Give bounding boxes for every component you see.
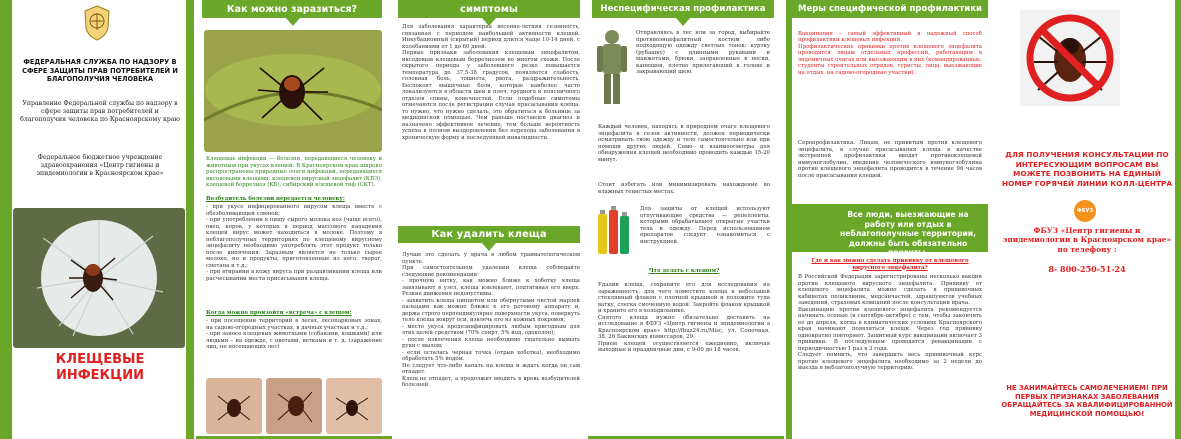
tick-on-flower-photo [13,208,185,348]
symptoms-header-text: симптомы [460,3,518,15]
specific-header-text: Меры специфической профилактики [798,4,982,14]
vaccination-text [798,24,982,76]
causes-heading: Возбудитель болезни передается человеку: [206,196,345,202]
panel-symptoms [392,0,588,439]
protective-suit-icon [594,28,630,108]
infection-intro-text: Клещевые инфекции — болезни, передающиеся человеку и животным при укусах клещей. В Красноярском крае широко распространены природные очаги инфекций, передающихся иксодовыми клещами: клещевой вирусный энцефалит (КВЭ), клещевой боррелиоз (КБ), сибирский клещевой тиф (СКТ). [206,156,382,188]
tick-on-skin-photo-2 [266,378,322,434]
symptoms-text: Для заболевания характерна весенне-летняя сезонность, связанная с периодом наибольшей активности клещей. Инкубационный (скрытый) период длится чаще 10-14 дней, с колебаниями от 1 до 60 дней. Первые признаки заболевания клещевым энцефалитом, иксодовым клещевым боррелиозом во многом схожи. После скрытого периода у заболевшего резко повышается температура до 37,5-38 градусов, появляется слабость, головная боль, тошнота, рвота, раздражительность. Беспокоят мышечные боли, которые наиболее часто локализуются в области шеи и плеч, грудного и поясничного отделов спины, конечностей. Если подобные симптомы отмечаются после регистрации случая присасывания клеща, то нужно, что нужно сделать, это обратиться к больнице за медицинской помощью. Чем раньше поставлен диагноз и назначено эффективное лечение, тем больше вероятность успеха в полном выздоровлении без перехода заболевания в хроническую форму и последующей инвалидности. [402,24,580,141]
no-tick-sign-icon [1020,10,1120,106]
agency-title: ФЕДЕРАЛЬНАЯ СЛУЖБА ПО НАДЗОРУ В СФЕРЕ ЗАЩИТЫ ПРАВ ПОТРЕБИТЕЛЕЙ И БЛАГОПОЛУЧИЯ ЧЕЛОВЕКА [22,58,178,83]
org-name: ФБУЗ «Центр гигиены и эпидемиологии в Красноярском крае» по телефону : [1002,226,1172,254]
repellent-cans-icon [596,206,636,256]
contact-text: - при посещении территорий в лесах, лесопарковых зонах, на садово-огородных участках, в дачных участках и т.д.; - при заносе клещевых животными (собаками, кошками) или людьми – на одежде, с цветами, ветками и т. д. (заражение лиц, не посещающих лес) [206,318,382,350]
leaflet-title: КЛЕЩЕВЫЕ ИНФЕКЦИИ [55,352,145,383]
avoid-text: Стоит избегать или минимизировать нахождение во влажных тенистых местах. [598,182,770,195]
remove-tick-arrow [482,243,496,251]
where-text: В Российской Федерации зарегистрированы несколько вакцин против клещевого вирусного энцефалита. Прививку от клещевого энцефалита можно сделать в прививочных кабинетах поликлиник, медсанчастей, здравпунктов учебных заведений, страховых компаний после консультации врача. Вакцинацию против клещевого энцефалита рекомендуется начинать осенью (в сентябре-октябре) с тем, чтобы закончить ее до апреля, когда в климатических условиях Красноярского края начинают появляться клещи. Через год прививку однократно повторяют. Защитный курс вакцинации включает 3 прививки. В последующем проводятся ревакцинации с периодичностью 1 раз в 3 года. Следует помнить, что завершить весь прививочный курс против клещевого энцефалита необходимо за 2 недели до выезда в неблагополучную территорию. [798,274,982,371]
rospotrebnadzor-emblem-icon [82,4,112,42]
panel-nonspecific [588,0,784,439]
vaccination-banner-text: Все люди, выезжающие на работу или отдых в неблагополучные территории, должны быть обязательно привиты. [840,210,976,257]
infection-intro [206,156,382,189]
remove-tick-text: Лучше это сделать у врача в любом травматологическом пункте. При самостоятельном удалении клеща соблюдайте следующие рекомендации: - прочную нитку, как можно ближе к хоботку клеща завязывают в узел, клеща извлекают, подтягивая его вверх. Резкие движения недопустимы. - захватить клеща пинцетом или обернутыми чистой марлей пальцами как можно ближе к его ротовому аппарату и, держа строго перпендикулярно поверхности укуса, повернуть тело клеща вокруг оси, извлечь его из кожных покровов; - место укуса продезинфицировать любым пригодным для этих целей средством (70% спирт, 5% йод, одеколон); - после извлечения клеща необходимо тщательно вымыть руки с мылом; - если осталась черная точка (отрыв хоботка), необходимо обработать 5% йодом. Не следует что-либо капать на клеща и ждать когда он сам отпадет. Клещ не отпадет, а продолжит вводить в кровь возбудителей болезней. [402,252,580,388]
seroprophylaxis-text: Серопрофилактика. Лицам, не привитым против клещевого энцефалита, в случае присасывания клеща в качестве экстренной профилактики вводят противоклещевой иммуноглобулин, введение человеческого иммуноглобулина против клещевого энцефалита проводится в течение 96 часов после присасывания клещей. [798,140,982,179]
fbuz-logo-text: ФБУЗ [1076,208,1094,214]
tick-on-leaf-photo [204,30,382,152]
right-edge-stripe [1175,0,1181,439]
tick-on-skin-photo-3 [326,378,382,434]
header-arrow [286,18,300,26]
where-heading: Где и как можно сделать прививку от клещевого вирусного энцефалита? [811,258,969,271]
nonspecific-header-text: Неспецифическая профилактика [600,4,766,14]
remove-tick-header [398,226,580,243]
panel-contacts [990,0,1181,439]
contact-heading: Когда можно произойти «встреча» с клещом: [206,310,352,316]
remove-tick-header-text: Как удалить клеща [431,229,547,240]
specific-header [792,0,988,18]
panel-infection [196,0,392,439]
clothing-text: Отправляясь в лес или за город, выбирайте противоэнцефалитный костюм либо подходящую одежду светлых тонов: куртку (рубашку) с длинными рукавами и манжетами, брюки, заправленные в носки, капюшон, плотно прилегающий к голове и закрывающий шею. [636,30,770,75]
inspection-text: Каждый человек, находясь в природном очаге клещевого энцефалита в сезон активности, должен периодически осматривать свою одежду и тело самостоятельно или при помощи других людей. Само- и взаимоосмотры для обнаружения клещей необходимо проводить каждые 15-20 минут. [598,124,770,163]
vaccination-text-body: Вакцинация – самый эффективный и надежный способ профилактики клещевых инфекций. Профилактические прививки против клещевого энцефалита проводятся лицам отдельных профессий, работающим в эндемичных очагах или выезжающим в них (командированные, студенты строительных отрядов, туристы, лица, выезжающие на отдых, на садово-огородные участки). [798,30,982,76]
infection-header [202,0,382,18]
lab-text: Удалив клеща, сохраните его для исследования на зараженность, для чего поместите клеща в небольшой стеклянный флакон с плотной крышкой и положите туда ватку, слегка смоченную водой. Закройте флакон крышкой и храните его в холодильнике. Снятого клеща нужно обязательно доставить на исследование в ФБУЗ «Центр гигиены и эпидемиологии в Красноярском крае» http://fbuz24.ru/Misc, ул. Сопочная, 38, 26 Бакинских комиссаров, 29. Прием клещей осуществляется ежедневно, включая выходные и праздничные дни, с 9-00 до 18 часов. [598,282,770,353]
left-green-stripe [0,0,12,439]
fbuz-logo [1074,200,1096,222]
repellent-text: Для защиты от клещей используют отпугивающие средства — репелленты, которыми обрабатывают открытые участки тела и одежду. Перед использованием препаратов следует ознакомиться с инструкцией. [640,206,770,245]
institution-name: Федеральное бюджетное учреждение здравоохранения «Центр гигиены и эпидемиологии в Красноярском крае» [36,154,164,177]
self-treatment-warning: НЕ ЗАНИМАЙТЕСЬ САМОЛЕЧЕНИЕМ! ПРИ ПЕРВЫХ ПРИЗНАКАХ ЗАБОЛЕВАНИЯ ОБРАЩАЙТЕСЬ ЗА КВАЛИФИЦИРОВАННОЙ МЕДИЦИНСКОЙ ПОМОЩЬЮ! [1001,384,1173,418]
causes-text: - при укусе инфицированного вирусом клеща вместе с обезболивающей слюной; - при употреблении в пищу сырого молока коз (чаще всего), овец, коров, у которых в период массового нападения клещей вирус может находиться в молоке. Поэтому в неблагополучных территориях по клещевому вирусному энцефалиту необходимо употреблять этот продукт только после кипячения. Заразным является не только сырое молоко, но и продукты, приготовленные из него: творог, сметана и т.д.; - при втирании в кожу вируса при раздавливании клеща или расчесывании места присасывания клеща. [206,204,382,282]
what-to-do-heading: Что делать с клещом? [648,268,720,274]
tick-on-skin-photo-1 [206,378,262,434]
infection-header-text: Как можно заразиться? [226,3,358,15]
right-green-stripe [186,0,194,439]
department-name: Управление Федеральной службы по надзору в сфере защиты прав потребителей и благополучия человека по Красноярскому краю [20,100,180,123]
symptoms-header [398,0,580,18]
panel-cover [0,0,196,439]
vaccination-banner [792,204,988,257]
phone-number[interactable]: 8- 800-250-51-24 [1048,264,1126,274]
nonspecific-arrow [676,18,690,26]
hotline-text: ДЛЯ ПОЛУЧЕНИЯ КОНСУЛЬТАЦИИ ПО ИНТЕРЕСУЮЩИМ ВОПРОСАМ ВЫ МОЖЕТЕ ПОЗВОНИТЬ НА ЕДИНЫЙ НОМЕР ГОРЯЧЕЙ ЛИНИИ КОЛЛ-ЦЕНТРА [1001,150,1173,188]
panel-specific [784,0,990,439]
nonspecific-header [592,0,774,18]
